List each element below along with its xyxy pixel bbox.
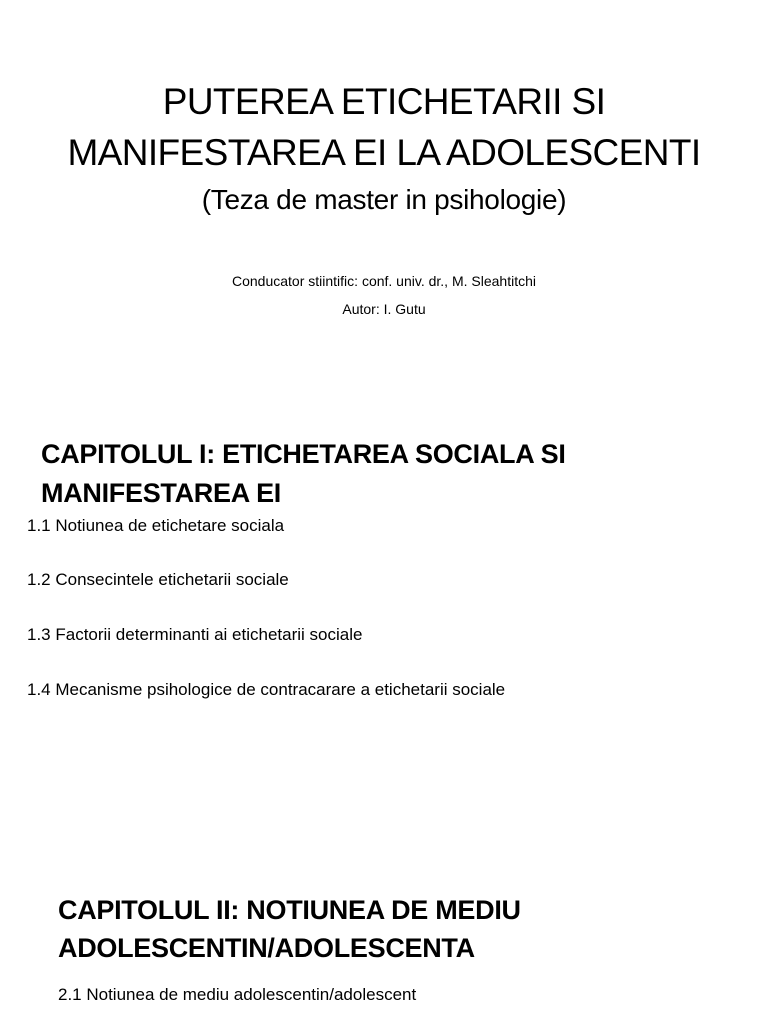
- thesis-title-line-2: MANIFESTAREA EI LA ADOLESCENTI: [67, 132, 701, 173]
- chapter-2-slide: [0, 835, 768, 1024]
- supervisor-credit: Conducator stiintific: conf. univ. dr., M. Sleahtitchi: [232, 273, 536, 289]
- chapter-1-heading-line-2: MANIFESTAREA EI: [41, 478, 282, 508]
- chapter-1-slide: [0, 395, 768, 835]
- section-1-1: 1.1 Notiunea de etichetare sociala: [27, 516, 285, 535]
- thesis-subtitle: (Teza de master in psihologie): [201, 184, 567, 215]
- section-2-1: 2.1 Notiunea de mediu adolescentin/adolescent: [58, 985, 417, 1004]
- chapter-2-heading-line-2: ADOLESCENTIN/ADOLESCENTA: [58, 933, 475, 963]
- chapter-1-heading-line-1: CAPITOLUL I: ETICHETAREA SOCIALA SI: [41, 439, 566, 469]
- chapter-2-heading-line-1: CAPITOLUL II: NOTIUNEA DE MEDIU: [58, 895, 521, 925]
- author-credit: Autor: I. Gutu: [342, 301, 426, 317]
- section-1-4: 1.4 Mecanisme psihologice de contracarare a etichetarii sociale: [27, 680, 506, 699]
- section-1-2: 1.2 Consecintele etichetarii sociale: [27, 570, 289, 589]
- title-slide: [0, 0, 768, 395]
- thesis-title-line-1: PUTEREA ETICHETARII SI: [162, 81, 606, 122]
- section-1-3: 1.3 Factorii determinanti ai etichetarii sociale: [27, 625, 363, 644]
